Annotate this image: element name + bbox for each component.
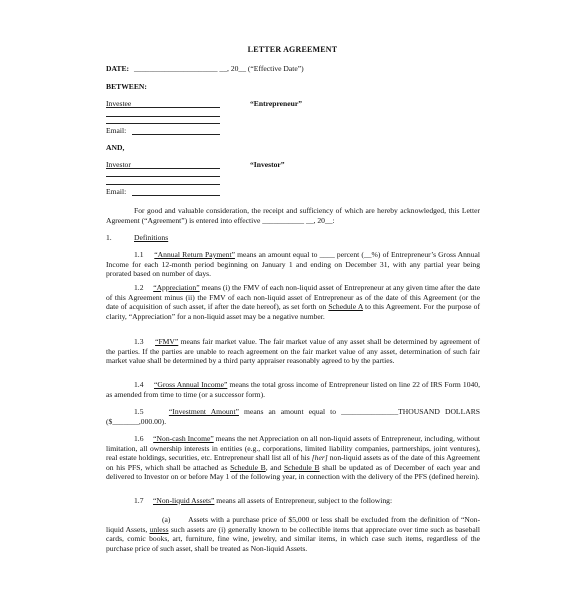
definition-1-7-number: 1.7 [134,496,144,505]
definition-1-3-number: 1.3 [134,337,144,346]
investor-email-label: Email: [106,187,127,196]
schedule-b-reference-2: Schedule B [283,462,320,472]
definition-1-1-number: 1.1 [134,250,144,259]
investee-label: Investee [106,99,132,108]
her-option: [her] [311,453,328,463]
investee-address-line-2[interactable] [106,123,220,124]
definition-1-6 [106,434,480,482]
between-label: BETWEEN: [106,82,147,91]
entrepreneur-role-label: “Entrepreneur” [250,99,303,108]
unless-emphasis: unless [149,524,169,534]
definition-1-2 [106,283,480,321]
section-1-title: Definitions [134,233,169,242]
effective-date-field[interactable]: ______________________ __, 20__ (“Effective Date”) [134,64,304,73]
date-label: DATE: [106,64,130,73]
definition-1-1-term: “Annual Return Payment” [154,250,235,259]
investee-name-line[interactable] [106,107,220,108]
intro-paragraph [106,206,480,225]
definition-1-7-a [106,515,480,553]
section-1-number: 1. [106,233,112,242]
definition-1-4-term: “Gross Annual Income” [153,380,228,389]
schedule-a-reference: Schedule A [328,302,363,312]
definition-1-5-term: “Investment Amount” [168,407,239,416]
investor-name-line[interactable] [106,168,220,169]
schedule-b-reference-1: Schedule B [230,462,266,472]
definition-1-5 [106,407,480,426]
definition-1-2-term: “Appreciation” [153,283,200,292]
investor-email-line[interactable] [132,195,220,196]
definition-1-7-a-label: (a) [162,515,171,524]
investee-email-label: Email: [106,126,127,135]
definition-1-4-number: 1.4 [134,380,144,389]
definition-1-4 [106,380,480,399]
definition-1-1-text: means an amount equal to ____ percent (__%) of Entrepreneur’s Gross Annual Income for each 12-month period beginning on January 1 and ending on December 31, with any partial year being prorated based on number of days. [106,250,480,279]
definition-1-7 [106,496,480,506]
investor-address-line-1[interactable] [106,176,220,177]
definition-1-6-number: 1.6 [134,434,144,443]
and-label: AND, [106,143,125,152]
definition-1-2-text-a: means (i) the FMV of each non-liquid asset of Entrepreneur at any given time after the date of this Agreement minus (ii) the FMV of each non-liquid asset of Entrepreneur as of the date of this Agreement (or the date of acquisition of such asset, if after the date hereof), as set forth on [106,283,480,312]
investee-address-line-1[interactable] [106,116,220,117]
definition-1-1 [106,250,480,279]
definition-1-7-text: means all assets of Entrepreneur, subject to the following: [214,496,393,505]
definition-1-6-text-c: shall be updated as of December of each year and delivered to Investor on or before May 1 of the following year, in connection with the delivery of the PFS (defined herein). [106,462,480,482]
definition-1-2-text-b: to this Agreement. For the purpose of clarity, “Appreciation” for a non-liquid asset may be a negative number. [106,302,480,321]
definition-1-5-text: means an amount equal to _______________THOUSAND DOLLARS ($_______,000.00). [106,407,480,426]
definition-1-4-text: means the total gross income of Entrepreneur listed on line 22 of IRS Form 1040, as amended from time to time (or a successor form). [106,380,480,399]
definition-1-3 [106,337,480,366]
definition-1-6-text-b: non-liquid assets as of the date of this Agreement on his PFS, which shall be attached as [106,453,481,472]
investor-role-label: “Investor” [250,160,285,169]
investee-email-line[interactable] [132,134,220,135]
definition-1-2-number: 1.2 [134,283,144,292]
definition-1-7-term: “Non-liquid Assets” [153,496,215,505]
definition-1-3-term: “FMV” [155,337,179,346]
intro-text: For good and valuable consideration, the receipt and sufficiency of which are hereby acknowledged, this Letter Agreement (“Agreement”) is entered into effective ___________ __, 20__: [106,206,480,225]
definition-1-6-term: “Non-cash Income” [153,434,214,443]
definition-1-7-a-text-b: such assets are (i) generally known to be collectible items that appreciate over time such as baseball cards, comic books, art, furniture, fine wine, jewelry, and similar items, in which case such items, regardless of the purchase price of such asset, shall be treated as Non-liquid Assets. [106,524,480,553]
document-title: LETTER AGREEMENT [247,45,338,54]
investor-label: Investor [106,160,131,169]
investor-address-line-2[interactable] [106,184,220,185]
definition-1-6-and: , and [265,462,284,472]
definition-1-3-text: means fair market value. The fair market value of any asset shall be determined by agreement of the parties. If the parties are unable to reach agreement on the fair market value of any asset, determination of such fair market value shall be determined by a third party appraiser reasonably agreed to by the parties. [106,337,480,366]
definition-1-5-number: 1.5 [134,407,144,416]
definition-1-6-text-a: means the net Appreciation on all non-liquid assets of Entrepreneur, including, without limitation, all ownership interests in entities (e.g., corporations, limited liability companies, partnerships, joint ventures), real estate holdings, securities, etc. Entrepreneur shall list all of his [106,434,480,463]
definition-1-7-a-text-a: Assets with a purchase price of $5,000 or less shall be excluded from the definition of “Non-liquid Assets, [106,515,480,534]
